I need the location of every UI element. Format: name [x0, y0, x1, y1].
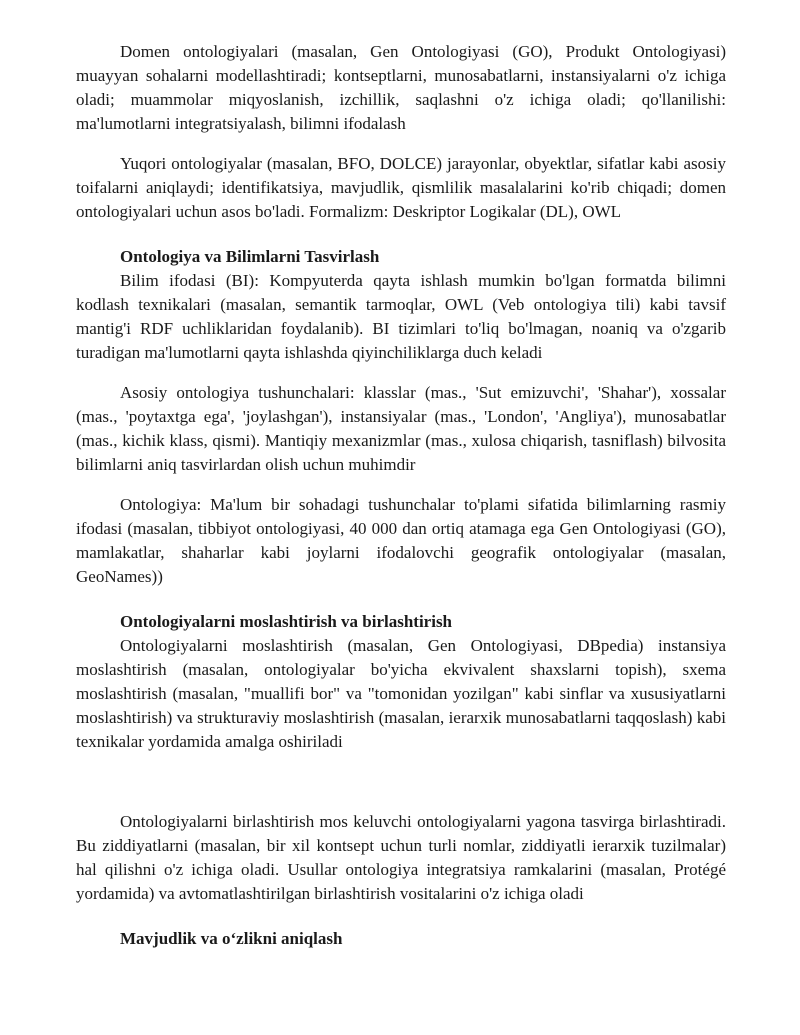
paragraph-ontology-merging: Ontologiyalarni birlashtirish mos keluvchi ontologiyalarni yagona tasvirga birlashtiradi. Bu ziddiyatlarni (masalan, bir xil kontsept uchun turli nomlar, ziddiyatli ierarxik tuzilmalar) hal qilishni o'z ichiga oladi. Usullar ontologiya integratsiya ramkalarini (masalan, Protégé yordamida) va avtomatlashtirilgan birlashtirish vositalarini o'z ichiga oladi [76, 812, 726, 903]
paragraph-knowledge-representation: Bilim ifodasi (BI): Kompyuterda qayta ishlash mumkin bo'lgan formatda bilimni kodlash texnikalari (masalan, semantik tarmoqlar, OWL (Veb ontologiya tili) kabi tavsif mantig'i RDF uchliklaridan foydalanib). BI tizimlari to'liq bo'lmagan, noaniq va o'zgarib turadigan ma'lumotlarni qayta ishlashda qiyinchiliklarga duch keladi [76, 271, 726, 362]
spacer [76, 365, 726, 381]
spacer [76, 906, 726, 927]
section-heading-knowledge-representation: Ontologiya va Bilimlarni Tasvirlash [120, 247, 380, 266]
paragraph-domain-ontologies: Domen ontologiyalari (masalan, Gen Ontologiyasi (GO), Produkt Ontologiyasi) muayyan sohalarni modellashtiradi; kontseptlarni, munosabatlarni, instansiyalarni o'z ichiga oladi; muammolar miqyoslanish, izchillik, saqlashni o'z ichiga oladi; qo'llanilishi: ma'lumotlarni integratsiyalash, bilimni ifodalash [76, 42, 726, 133]
document-page [76, 40, 726, 951]
paragraph-ontology-concepts: Asosiy ontologiya tushunchalari: klasslar (mas., 'Sut emizuvchi', 'Shahar'), xossalar (mas., 'poytaxtga ega', 'joylashgan'), instansiyalar (mas., 'London', 'Angliya'), munosabatlar (mas., kichik klass, qismi). Mantiqiy mexanizmlar (mas., xulosa chiqarish, tasniflash) bilvosita bilimlarni aniq tasvirlardan olish uchun muhimdir [76, 383, 726, 474]
paragraph-ontology-alignment: Ontologiyalarni moslashtirish (masalan, Gen Ontologiyasi, DBpedia) instansiya moslashtirish (masalan, ontologiyalar bo'yicha ekvivalent shaxslarni topish), sxema moslashtirish (masalan, "muallifi bor" va "tomonidan yozilgan" kabi sinflar va xususiyatlarni moslashtirish) va strukturaviy moslashtirish (masalan, ierarxik munosabatlarni taqqoslash) kabi texnikalar yordamida amalga oshiriladi [76, 636, 726, 751]
spacer [76, 136, 726, 152]
spacer [76, 477, 726, 493]
spacer [76, 224, 726, 245]
section-heading-existence-identity: Mavjudlik va o‘zlikni aniqlash [120, 929, 343, 948]
paragraph-upper-ontologies: Yuqori ontologiyalar (masalan, BFO, DOLCE) jarayonlar, obyektlar, sifatlar kabi asosiy toifalarni aniqlaydi; identifikatsiya, mavjudlik, qismlilik masalalarini ko'rib chiqadi; domen ontologiyalari uchun asos bo'ladi. Formalizm: Deskriptor Logikalar (DL), OWL [76, 154, 726, 221]
section-heading-ontology-alignment: Ontologiyalarni moslashtirish va birlashtirish [120, 612, 453, 631]
spacer [76, 589, 726, 610]
paragraph-ontology-definition: Ontologiya: Ma'lum bir sohadagi tushunchalar to'plami sifatida bilimlarning rasmiy ifodasi (masalan, tibbiyot ontologiyasi, 40 000 dan ortiq atamaga ega Gen Ontologiyasi (GO), mamlakatlar, shaharlar kabi joylarni ifodalovchi geografik ontologiyalar (masalan, GeoNames)) [76, 495, 726, 586]
spacer [76, 754, 726, 810]
